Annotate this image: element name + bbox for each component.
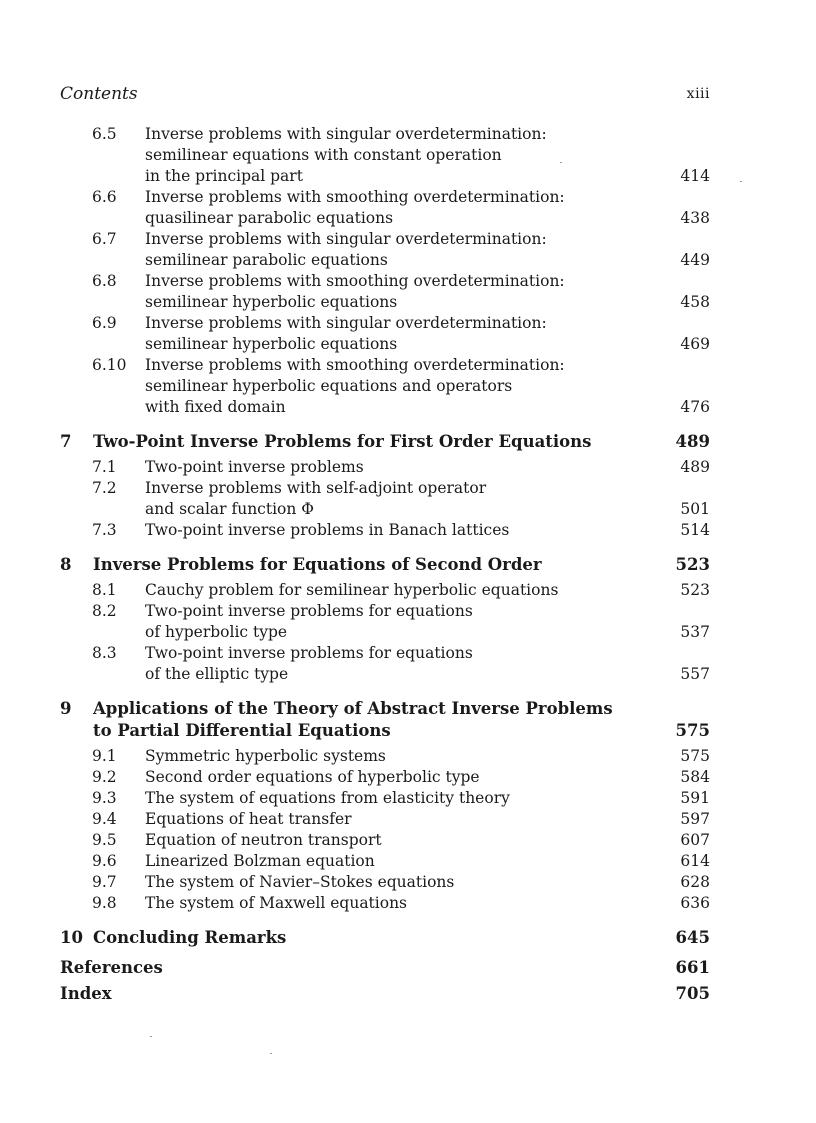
section-title: Inverse problems with smoothing overdetermination: <box>145 356 565 374</box>
toc-section-line <box>60 124 710 145</box>
toc-section-line <box>60 767 710 788</box>
toc-section-entry[interactable] <box>60 601 710 643</box>
toc-section-line <box>60 271 710 292</box>
spacer <box>60 685 710 698</box>
section-title: Inverse problems with singular overdetermination: <box>145 230 547 248</box>
section-page-number: 628 <box>680 873 710 891</box>
section-number: 9.6 <box>92 852 117 870</box>
toc-section-line <box>60 457 710 478</box>
chapter-number: 9 <box>60 699 72 718</box>
toc-section-line <box>60 520 710 541</box>
section-number: 6.6 <box>92 188 117 206</box>
spacer <box>60 418 710 431</box>
section-title: Inverse problems with smoothing overdetermination: <box>145 188 565 206</box>
section-number: 7.3 <box>92 521 117 539</box>
toc-section-entry[interactable] <box>60 124 710 187</box>
scan-speck <box>150 1036 152 1037</box>
section-title: Equation of neutron transport <box>145 831 382 849</box>
running-head-title: Contents <box>60 84 138 104</box>
section-number: 8.3 <box>92 644 117 662</box>
scan-speck <box>740 181 742 182</box>
toc-section-line <box>60 580 710 601</box>
section-title: Two-point inverse problems for equations <box>145 602 473 620</box>
section-title: semilinear equations with constant operation <box>145 146 502 164</box>
toc-section-entry[interactable] <box>60 355 710 418</box>
section-title: The system of Navier–Stokes equations <box>145 873 455 891</box>
chapter-page-number: 645 <box>675 928 710 947</box>
toc-chapter-ch7 <box>60 431 710 541</box>
chapter-heading-line[interactable] <box>60 927 710 949</box>
section-number: 6.8 <box>92 272 117 290</box>
toc-section-line <box>60 809 710 830</box>
toc-section-line <box>60 208 710 229</box>
section-page-number: 575 <box>680 747 710 765</box>
chapter-title: Two-Point Inverse Problems for First Order Equations <box>93 432 592 451</box>
toc-section-line <box>60 499 710 520</box>
toc-chapter-references <box>60 957 710 979</box>
toc-section-line <box>60 166 710 187</box>
chapter-heading-line[interactable] <box>60 720 710 742</box>
section-title: The system of Maxwell equations <box>145 894 408 912</box>
section-number: 9.8 <box>92 894 117 912</box>
toc-section-entry[interactable] <box>60 271 710 313</box>
chapter-page-number: 661 <box>675 958 710 977</box>
spacer <box>60 541 710 554</box>
toc-section-entry[interactable] <box>60 872 710 893</box>
section-number: 9.7 <box>92 873 117 891</box>
page-header <box>60 84 710 106</box>
toc-section-line <box>60 664 710 685</box>
page-number: xiii <box>686 86 710 102</box>
section-page-number: 523 <box>680 581 710 599</box>
section-page-number: 458 <box>680 293 710 311</box>
toc-section-entry[interactable] <box>60 520 710 541</box>
section-title: quasilinear parabolic equations <box>145 209 394 227</box>
toc-section-line <box>60 872 710 893</box>
chapter-title-continued: to Partial Differential Equations <box>93 721 391 740</box>
table-of-contents <box>60 124 710 1005</box>
section-title: Inverse problems with singular overdetermination: <box>145 314 547 332</box>
section-title: Inverse problems with self-adjoint operator <box>145 479 487 497</box>
toc-section-entry[interactable] <box>60 478 710 520</box>
section-title: Equations of heat transfer <box>145 810 352 828</box>
chapter-page-number: 575 <box>675 721 710 740</box>
section-page-number: 476 <box>680 398 710 416</box>
chapter-heading-line[interactable] <box>60 983 710 1005</box>
toc-section-entry[interactable] <box>60 229 710 271</box>
toc-section-entry[interactable] <box>60 830 710 851</box>
chapter-number: 7 <box>60 432 72 451</box>
toc-section-line <box>60 746 710 767</box>
toc-section-line <box>60 292 710 313</box>
toc-section-line <box>60 478 710 499</box>
toc-section-line <box>60 643 710 664</box>
section-title: Linearized Bolzman equation <box>145 852 375 870</box>
section-title: with fixed domain <box>145 398 286 416</box>
section-title: semilinear hyperbolic equations and operators <box>145 377 513 395</box>
toc-section-line <box>60 893 710 914</box>
section-number: 8.2 <box>92 602 117 620</box>
spacer <box>60 914 710 927</box>
section-page-number: 636 <box>680 894 710 912</box>
chapter-heading-line[interactable] <box>60 554 710 576</box>
toc-chapter-index <box>60 983 710 1005</box>
toc-section-entry[interactable] <box>60 788 710 809</box>
toc-section-line <box>60 601 710 622</box>
toc-section-entry[interactable] <box>60 313 710 355</box>
toc-section-line <box>60 187 710 208</box>
toc-section-line <box>60 788 710 809</box>
section-title: of hyperbolic type <box>145 623 288 641</box>
section-title: Cauchy problem for semilinear hyperbolic equations <box>145 581 559 599</box>
toc-section-line <box>60 851 710 872</box>
section-title: semilinear parabolic equations <box>145 251 388 269</box>
toc-section-entry[interactable] <box>60 851 710 872</box>
section-page-number: 489 <box>680 458 710 476</box>
section-title: semilinear hyperbolic equations <box>145 335 398 353</box>
toc-chapter-6-continued <box>60 124 710 418</box>
section-title: Inverse problems with singular overdetermination: <box>145 125 547 143</box>
chapter-title: Concluding Remarks <box>93 928 287 947</box>
section-page-number: 501 <box>680 500 710 518</box>
toc-section-line <box>60 622 710 643</box>
scan-speck <box>270 1053 272 1054</box>
chapter-title: Index <box>60 984 112 1003</box>
section-title: Two-point inverse problems in Banach lattices <box>145 521 510 539</box>
section-page-number: 414 <box>680 167 710 185</box>
chapter-page-number: 705 <box>675 984 710 1003</box>
chapter-number: 10 <box>60 928 83 947</box>
section-title: and scalar function Φ <box>145 500 315 518</box>
chapter-title: References <box>60 958 163 977</box>
section-number: 7.1 <box>92 458 117 476</box>
chapter-page-number: 489 <box>675 432 710 451</box>
toc-section-line <box>60 229 710 250</box>
section-title: Two-point inverse problems for equations <box>145 644 473 662</box>
section-title: of the elliptic type <box>145 665 289 683</box>
section-title: semilinear hyperbolic equations <box>145 293 398 311</box>
toc-section-line <box>60 313 710 334</box>
section-number: 6.10 <box>92 356 127 374</box>
section-page-number: 584 <box>680 768 710 786</box>
section-number: 9.4 <box>92 810 117 828</box>
section-page-number: 438 <box>680 209 710 227</box>
section-page-number: 607 <box>680 831 710 849</box>
section-number: 7.2 <box>92 479 117 497</box>
chapter-heading-line[interactable] <box>60 698 710 720</box>
toc-section-entry[interactable] <box>60 457 710 478</box>
toc-section-entry[interactable] <box>60 643 710 685</box>
section-page-number: 469 <box>680 335 710 353</box>
section-title: Inverse problems with smoothing overdetermination: <box>145 272 565 290</box>
scan-speck <box>560 162 562 163</box>
toc-section-entry[interactable] <box>60 809 710 830</box>
section-page-number: 537 <box>680 623 710 641</box>
toc-section-entry[interactable] <box>60 746 710 767</box>
toc-section-entry[interactable] <box>60 187 710 229</box>
chapter-heading-line[interactable] <box>60 431 710 453</box>
section-number: 6.5 <box>92 125 117 143</box>
toc-section-line <box>60 830 710 851</box>
section-title: Symmetric hyperbolic systems <box>145 747 386 765</box>
chapter-title: Inverse Problems for Equations of Second Order <box>93 555 542 574</box>
section-page-number: 514 <box>680 521 710 539</box>
section-page-number: 557 <box>680 665 710 683</box>
toc-chapter-ch10 <box>60 927 710 949</box>
section-number: 9.2 <box>92 768 117 786</box>
toc-section-line <box>60 145 710 166</box>
toc-section-line <box>60 397 710 418</box>
section-title: Second order equations of hyperbolic type <box>145 768 480 786</box>
chapter-title: Applications of the Theory of Abstract Inverse Problems <box>93 699 613 718</box>
toc-section-line <box>60 250 710 271</box>
section-number: 6.7 <box>92 230 117 248</box>
toc-section-entry[interactable] <box>60 767 710 788</box>
section-page-number: 614 <box>680 852 710 870</box>
section-page-number: 591 <box>680 789 710 807</box>
chapter-heading-line[interactable] <box>60 957 710 979</box>
section-number: 9.1 <box>92 747 117 765</box>
section-title: in the principal part <box>145 167 303 185</box>
section-number: 9.5 <box>92 831 117 849</box>
toc-section-entry[interactable] <box>60 580 710 601</box>
toc-section-line <box>60 376 710 397</box>
section-page-number: 597 <box>680 810 710 828</box>
toc-chapter-ch9 <box>60 698 710 914</box>
section-number: 9.3 <box>92 789 117 807</box>
toc-section-entry[interactable] <box>60 893 710 914</box>
toc-section-line <box>60 334 710 355</box>
section-number: 8.1 <box>92 581 117 599</box>
toc-section-line <box>60 355 710 376</box>
section-title: The system of equations from elasticity theory <box>145 789 510 807</box>
section-title: Two-point inverse problems <box>145 458 364 476</box>
section-page-number: 449 <box>680 251 710 269</box>
toc-chapter-ch8 <box>60 554 710 685</box>
chapter-number: 8 <box>60 555 72 574</box>
section-number: 6.9 <box>92 314 117 332</box>
chapter-page-number: 523 <box>675 555 710 574</box>
